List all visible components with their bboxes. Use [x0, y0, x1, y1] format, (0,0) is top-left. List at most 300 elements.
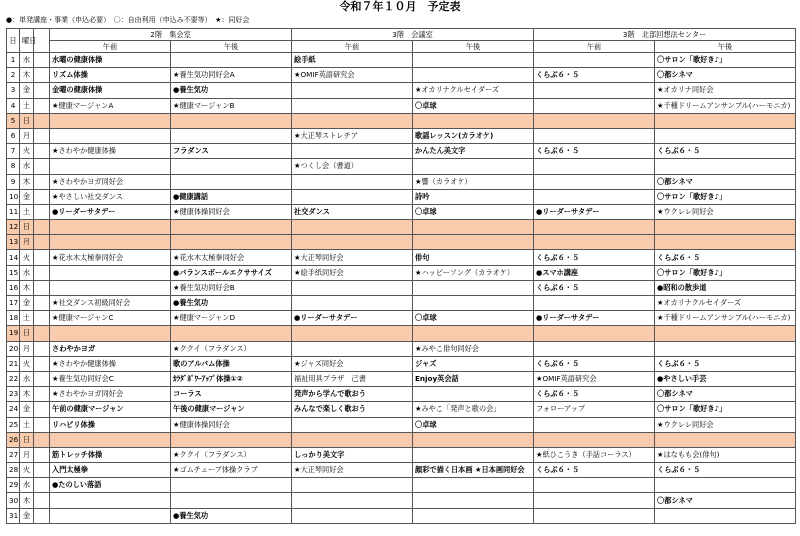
table-row [7, 478, 796, 493]
weekday: 火 [20, 463, 34, 478]
schedule-cell: 午後の健康マージャン [171, 402, 292, 417]
schedule-cell [292, 174, 413, 189]
day-number: 9 [7, 174, 20, 189]
schedule-cell [171, 235, 292, 250]
schedule-cell: リズム体操 [50, 68, 171, 83]
schedule-cell [50, 235, 171, 250]
schedule-cell [50, 113, 171, 128]
schedule-cell [292, 341, 413, 356]
day-number: 8 [7, 159, 20, 174]
schedule-cell: ★やさしい社交ダンス [50, 189, 171, 204]
table-row [7, 113, 796, 128]
schedule-cell: ★健康マージャンB [171, 98, 292, 113]
schedule-cell: 午前の健康マージャン [50, 402, 171, 417]
schedule-cell [534, 432, 655, 447]
table-row [7, 280, 796, 295]
weekday: 金 [20, 508, 34, 523]
schedule-cell [534, 189, 655, 204]
schedule-cell [292, 493, 413, 508]
page-title: 令和７年１０月 予定表 [339, 0, 461, 13]
schedule-cell [413, 387, 534, 402]
schedule-table [6, 28, 796, 524]
schedule-cell: ★養生気功同好会C [50, 371, 171, 386]
schedule-cell: ★つくし会（書道） [292, 159, 413, 174]
schedule-cell: ●スマホ講座 [534, 265, 655, 280]
schedule-cell [171, 159, 292, 174]
weekday: 月 [20, 341, 34, 356]
header-row-rooms [7, 29, 796, 41]
day-number: 4 [7, 98, 20, 113]
schedule-cell [413, 493, 534, 508]
weekday: 木 [20, 280, 34, 295]
schedule-cell [413, 447, 534, 462]
schedule-cell: ★ゴムチューブ体操クラブ [171, 463, 292, 478]
schedule-cell: 俳句 [413, 250, 534, 265]
table-row [7, 508, 796, 523]
weekday: 木 [20, 387, 34, 402]
schedule-cell [292, 280, 413, 295]
schedule-cell [413, 296, 534, 311]
schedule-cell [655, 478, 796, 493]
weekday: 日 [20, 432, 34, 447]
schedule-cell [413, 280, 534, 295]
schedule-cell: 顔彩で描く日本画 ★日本画同好会 [413, 463, 534, 478]
schedule-cell: ★大正琴ストレチア [292, 128, 413, 143]
schedule-cell [534, 159, 655, 174]
day-number: 31 [7, 508, 20, 523]
schedule-cell [413, 478, 534, 493]
schedule-cell: ★ウクレレ同好会 [655, 204, 796, 219]
blank-cell [34, 53, 50, 68]
schedule-cell: みんなで楽しく歌おう [292, 402, 413, 417]
schedule-cell: ★さわやか健康体操 [50, 356, 171, 371]
schedule-cell [534, 296, 655, 311]
schedule-cell: 〇都シネマ [655, 68, 796, 83]
schedule-cell: 入門太極拳 [50, 463, 171, 478]
schedule-cell: ★さわやか健康体操 [50, 144, 171, 159]
weekday: 月 [20, 235, 34, 250]
schedule-cell: ★響（カラオケ） [413, 174, 534, 189]
schedule-cell [534, 478, 655, 493]
blank-cell [34, 113, 50, 128]
weekday: 土 [20, 417, 34, 432]
blank-cell [34, 326, 50, 341]
schedule-cell [292, 220, 413, 235]
schedule-cell [292, 478, 413, 493]
schedule-cell: リハビリ体操 [50, 417, 171, 432]
schedule-cell: 筋トレッチ体操 [50, 447, 171, 462]
schedule-cell: ●リーダーサタデー [292, 311, 413, 326]
room-header-meeting-hall: 2階 集会室 [50, 29, 292, 41]
schedule-cell: 歌謡レッスン(カラオケ) [413, 128, 534, 143]
schedule-cell [534, 341, 655, 356]
schedule-cell [50, 432, 171, 447]
schedule-cell [171, 128, 292, 143]
schedule-cell [534, 113, 655, 128]
schedule-cell: かんたん美文字 [413, 144, 534, 159]
weekday: 火 [20, 250, 34, 265]
schedule-cell: ★ウクレレ同好会 [655, 417, 796, 432]
day-number: 30 [7, 493, 20, 508]
schedule-cell: 発声から学んで歌おう [292, 387, 413, 402]
day-number: 19 [7, 326, 20, 341]
schedule-cell: ★ククイ（フラダンス） [171, 447, 292, 462]
weekday: 月 [20, 128, 34, 143]
blank-cell [34, 189, 50, 204]
schedule-cell [50, 326, 171, 341]
day-number: 16 [7, 280, 20, 295]
schedule-cell: さわやかヨガ [50, 341, 171, 356]
schedule-cell: 〇卓球 [413, 204, 534, 219]
schedule-cell [50, 128, 171, 143]
schedule-cell [413, 326, 534, 341]
schedule-cell: ★社交ダンス初級同好会 [50, 296, 171, 311]
schedule-cell: ●養生気功 [171, 83, 292, 98]
weekday: 水 [20, 53, 34, 68]
schedule-cell [534, 235, 655, 250]
schedule-cell [413, 68, 534, 83]
schedule-cell [292, 508, 413, 523]
day-number: 3 [7, 83, 20, 98]
blank-cell [34, 432, 50, 447]
schedule-cell [292, 144, 413, 159]
blank-cell [34, 83, 50, 98]
schedule-cell [534, 53, 655, 68]
schedule-cell: くらぶ６・５ [655, 250, 796, 265]
schedule-cell: 社交ダンス [292, 204, 413, 219]
schedule-cell: ★オカリナクルセイダーズ [413, 83, 534, 98]
schedule-cell [171, 478, 292, 493]
table-row [7, 128, 796, 143]
weekday: 水 [20, 478, 34, 493]
schedule-cell [413, 508, 534, 523]
schedule-cell [50, 280, 171, 295]
schedule-cell: ★健康体操同好会 [171, 417, 292, 432]
weekday: 金 [20, 296, 34, 311]
schedule-cell: フォローアップ [534, 402, 655, 417]
schedule-cell [534, 220, 655, 235]
schedule-cell: 〇都シネマ [655, 493, 796, 508]
schedule-cell: 〇卓球 [413, 98, 534, 113]
schedule-cell [171, 493, 292, 508]
schedule-cell [292, 235, 413, 250]
schedule-cell: くらぶ６・５ [534, 250, 655, 265]
day-number: 17 [7, 296, 20, 311]
schedule-cell: ★養生気功同好会A [171, 68, 292, 83]
table-row [7, 204, 796, 219]
schedule-cell [534, 417, 655, 432]
weekday: 土 [20, 204, 34, 219]
schedule-cell: ●リーダーサタデー [534, 311, 655, 326]
table-row [7, 402, 796, 417]
schedule-cell [413, 53, 534, 68]
schedule-cell [50, 159, 171, 174]
schedule-cell [655, 220, 796, 235]
schedule-cell: ●昭和の散歩道 [655, 280, 796, 295]
table-row [7, 235, 796, 250]
day-number: 2 [7, 68, 20, 83]
table-row [7, 250, 796, 265]
schedule-cell [655, 128, 796, 143]
weekday: 日 [20, 220, 34, 235]
blank-cell [34, 417, 50, 432]
schedule-cell [171, 220, 292, 235]
blank-cell [34, 447, 50, 462]
schedule-cell: くらぶ６・５ [534, 280, 655, 295]
schedule-cell: ★花水木太極拳同好会 [171, 250, 292, 265]
schedule-cell [50, 508, 171, 523]
schedule-cell: ●やさしい手芸 [655, 371, 796, 386]
schedule-cell [413, 113, 534, 128]
room-header-conference-room: 3階 会議室 [292, 29, 534, 41]
schedule-cell [50, 220, 171, 235]
day-number: 27 [7, 447, 20, 462]
legend: ●：単発講座・事業（申込必要） 〇：自由利用（申込み不要等） ★：同好会 [6, 16, 250, 24]
schedule-cell [413, 220, 534, 235]
schedule-cell: ★みやこ俳句同好会 [413, 341, 534, 356]
schedule-cell [413, 159, 534, 174]
schedule-cell [292, 432, 413, 447]
day-number: 11 [7, 204, 20, 219]
weekday: 火 [20, 356, 34, 371]
schedule-cell [171, 174, 292, 189]
blank-cell [34, 128, 50, 143]
blank-cell [34, 356, 50, 371]
schedule-cell [655, 508, 796, 523]
weekday: 水 [20, 159, 34, 174]
day-number: 12 [7, 220, 20, 235]
schedule-cell [292, 417, 413, 432]
blank-cell [34, 204, 50, 219]
blank-cell [34, 311, 50, 326]
blank-cell [34, 387, 50, 402]
weekday: 金 [20, 83, 34, 98]
day-number: 1 [7, 53, 20, 68]
schedule-cell: Enjoy英会話 [413, 371, 534, 386]
weekday: 月 [20, 447, 34, 462]
schedule-cell: ★はなもも会(俳句) [655, 447, 796, 462]
schedule-cell: くらぶ６・５ [534, 68, 655, 83]
schedule-cell: ★絵手紙同好会 [292, 265, 413, 280]
schedule-cell [50, 265, 171, 280]
blank-cell [34, 341, 50, 356]
blank-cell [34, 478, 50, 493]
schedule-cell: 歌のアルバム体操 [171, 356, 292, 371]
weekday: 水 [20, 265, 34, 280]
table-row [7, 159, 796, 174]
blank-cell [34, 220, 50, 235]
schedule-cell: くらぶ６・５ [534, 144, 655, 159]
schedule-cell [292, 296, 413, 311]
table-row [7, 341, 796, 356]
table-row [7, 98, 796, 113]
schedule-cell: ｶﾗﾀﾞﾎﾟﾜｰｱｯﾌﾟ体操①② [171, 371, 292, 386]
day-number: 22 [7, 371, 20, 386]
weekday: 金 [20, 402, 34, 417]
schedule-cell: 福祉用具プラザ 己書 [292, 371, 413, 386]
weekday: 土 [20, 311, 34, 326]
schedule-cell [292, 83, 413, 98]
weekday: 金 [20, 189, 34, 204]
schedule-cell: ★OMIF英語研究会 [292, 68, 413, 83]
schedule-cell: 〇サロン「歌好き♪」 [655, 53, 796, 68]
table-row [7, 189, 796, 204]
schedule-cell [413, 235, 534, 250]
schedule-cell [534, 98, 655, 113]
schedule-cell: くらぶ６・５ [534, 387, 655, 402]
schedule-cell: ●養生気功 [171, 508, 292, 523]
blank-cell [34, 463, 50, 478]
table-row [7, 265, 796, 280]
schedule-cell: ●健康講話 [171, 189, 292, 204]
schedule-cell [171, 432, 292, 447]
blank-cell [34, 296, 50, 311]
schedule-cell: ★紙ひこうき（手話コーラス） [534, 447, 655, 462]
schedule-cell: ●リーダーサタデー [50, 204, 171, 219]
table-row [7, 371, 796, 386]
day-number: 29 [7, 478, 20, 493]
schedule-cell: ★さわやかヨガ同好会 [50, 174, 171, 189]
schedule-cell: 〇サロン「歌好き♪」 [655, 402, 796, 417]
table-row [7, 53, 796, 68]
schedule-cell [292, 98, 413, 113]
weekday: 木 [20, 493, 34, 508]
schedule-cell [655, 113, 796, 128]
schedule-cell [655, 159, 796, 174]
blank-cell [34, 174, 50, 189]
schedule-cell [655, 432, 796, 447]
schedule-cell: くらぶ６・５ [534, 356, 655, 371]
table-row [7, 493, 796, 508]
schedule-cell: ★さわやかヨガ同好会 [50, 387, 171, 402]
schedule-cell: 〇都シネマ [655, 387, 796, 402]
table-row [7, 417, 796, 432]
schedule-cell [413, 432, 534, 447]
table-row [7, 463, 796, 478]
schedule-cell [534, 83, 655, 98]
day-number: 18 [7, 311, 20, 326]
day-number: 15 [7, 265, 20, 280]
schedule-cell: 〇卓球 [413, 417, 534, 432]
schedule-cell [292, 326, 413, 341]
day-number: 10 [7, 189, 20, 204]
day-number: 5 [7, 113, 20, 128]
schedule-cell: 〇サロン「歌好き♪」 [655, 265, 796, 280]
table-row [7, 432, 796, 447]
schedule-cell: ★みやこ「発声と歌の会」 [413, 402, 534, 417]
table-row [7, 83, 796, 98]
day-number: 6 [7, 128, 20, 143]
schedule-cell: ジャズ [413, 356, 534, 371]
blank-cell [34, 98, 50, 113]
table-row [7, 356, 796, 371]
schedule-cell [171, 326, 292, 341]
schedule-cell: ★ジャズ同好会 [292, 356, 413, 371]
day-number: 20 [7, 341, 20, 356]
schedule-cell: ★花水木太極拳同好会 [50, 250, 171, 265]
day-header: 日 [7, 29, 20, 53]
am-header: 午前 [50, 41, 171, 53]
schedule-cell: くらぶ６・５ [655, 144, 796, 159]
schedule-cell: ★ハッピーソング（カラオケ） [413, 265, 534, 280]
schedule-cell: 水曜の健康体操 [50, 53, 171, 68]
day-number: 21 [7, 356, 20, 371]
schedule-cell: ★オカリナクルセイダーズ [655, 296, 796, 311]
weekday: 土 [20, 98, 34, 113]
schedule-cell: ★大正琴同好会 [292, 250, 413, 265]
weekday: 火 [20, 144, 34, 159]
weekday: 木 [20, 68, 34, 83]
schedule-cell [534, 326, 655, 341]
room-header-reminiscence-center: 3階 北部回想法センター [534, 29, 796, 41]
table-row [7, 68, 796, 83]
header-row-periods [7, 41, 796, 53]
schedule-cell [171, 113, 292, 128]
blank-cell [34, 235, 50, 250]
blank-cell [34, 371, 50, 386]
schedule-cell: くらぶ６・５ [534, 463, 655, 478]
schedule-cell: ★健康マージャンD [171, 311, 292, 326]
schedule-cell: くらぶ６・５ [655, 356, 796, 371]
schedule-cell: ★千種ドリームアンサンブル(ハーモニカ) [655, 311, 796, 326]
table-row [7, 387, 796, 402]
blank-cell [34, 493, 50, 508]
day-number: 26 [7, 432, 20, 447]
schedule-cell: ★健康体操同好会 [171, 204, 292, 219]
blank-cell [34, 402, 50, 417]
schedule-cell: フラダンス [171, 144, 292, 159]
schedule-cell: ★養生気功同好会B [171, 280, 292, 295]
schedule-cell: ★ククイ（フラダンス） [171, 341, 292, 356]
schedule-cell: 〇サロン「歌好き♪」 [655, 189, 796, 204]
weekday: 日 [20, 326, 34, 341]
schedule-cell [292, 189, 413, 204]
schedule-cell [655, 235, 796, 250]
schedule-cell: ★健康マージャンC [50, 311, 171, 326]
table-row [7, 447, 796, 462]
schedule-cell: ★大正琴同好会 [292, 463, 413, 478]
weekday: 水 [20, 371, 34, 386]
day-number: 7 [7, 144, 20, 159]
pm-header: 午後 [171, 41, 292, 53]
weekday: 木 [20, 174, 34, 189]
blank-cell [34, 68, 50, 83]
schedule-cell [171, 53, 292, 68]
schedule-cell: 〇卓球 [413, 311, 534, 326]
weekday: 日 [20, 113, 34, 128]
table-row [7, 296, 796, 311]
schedule-cell: ●リーダーサタデー [534, 204, 655, 219]
schedule-cell: くらぶ６・５ [655, 463, 796, 478]
table-row [7, 311, 796, 326]
schedule-cell: 詩吟 [413, 189, 534, 204]
day-number: 24 [7, 402, 20, 417]
blank-cell [34, 159, 50, 174]
blank-cell [34, 265, 50, 280]
schedule-cell [534, 174, 655, 189]
schedule-cell: ●バランスボールエクササイズ [171, 265, 292, 280]
schedule-cell [534, 508, 655, 523]
pm-header: 午後 [655, 41, 796, 53]
pm-header: 午後 [413, 41, 534, 53]
blank-cell [34, 280, 50, 295]
day-number: 14 [7, 250, 20, 265]
schedule-cell: ★健康マージャンA [50, 98, 171, 113]
day-number: 25 [7, 417, 20, 432]
schedule-cell [655, 341, 796, 356]
schedule-cell [655, 326, 796, 341]
schedule-cell: ★OMIF英語研究会 [534, 371, 655, 386]
